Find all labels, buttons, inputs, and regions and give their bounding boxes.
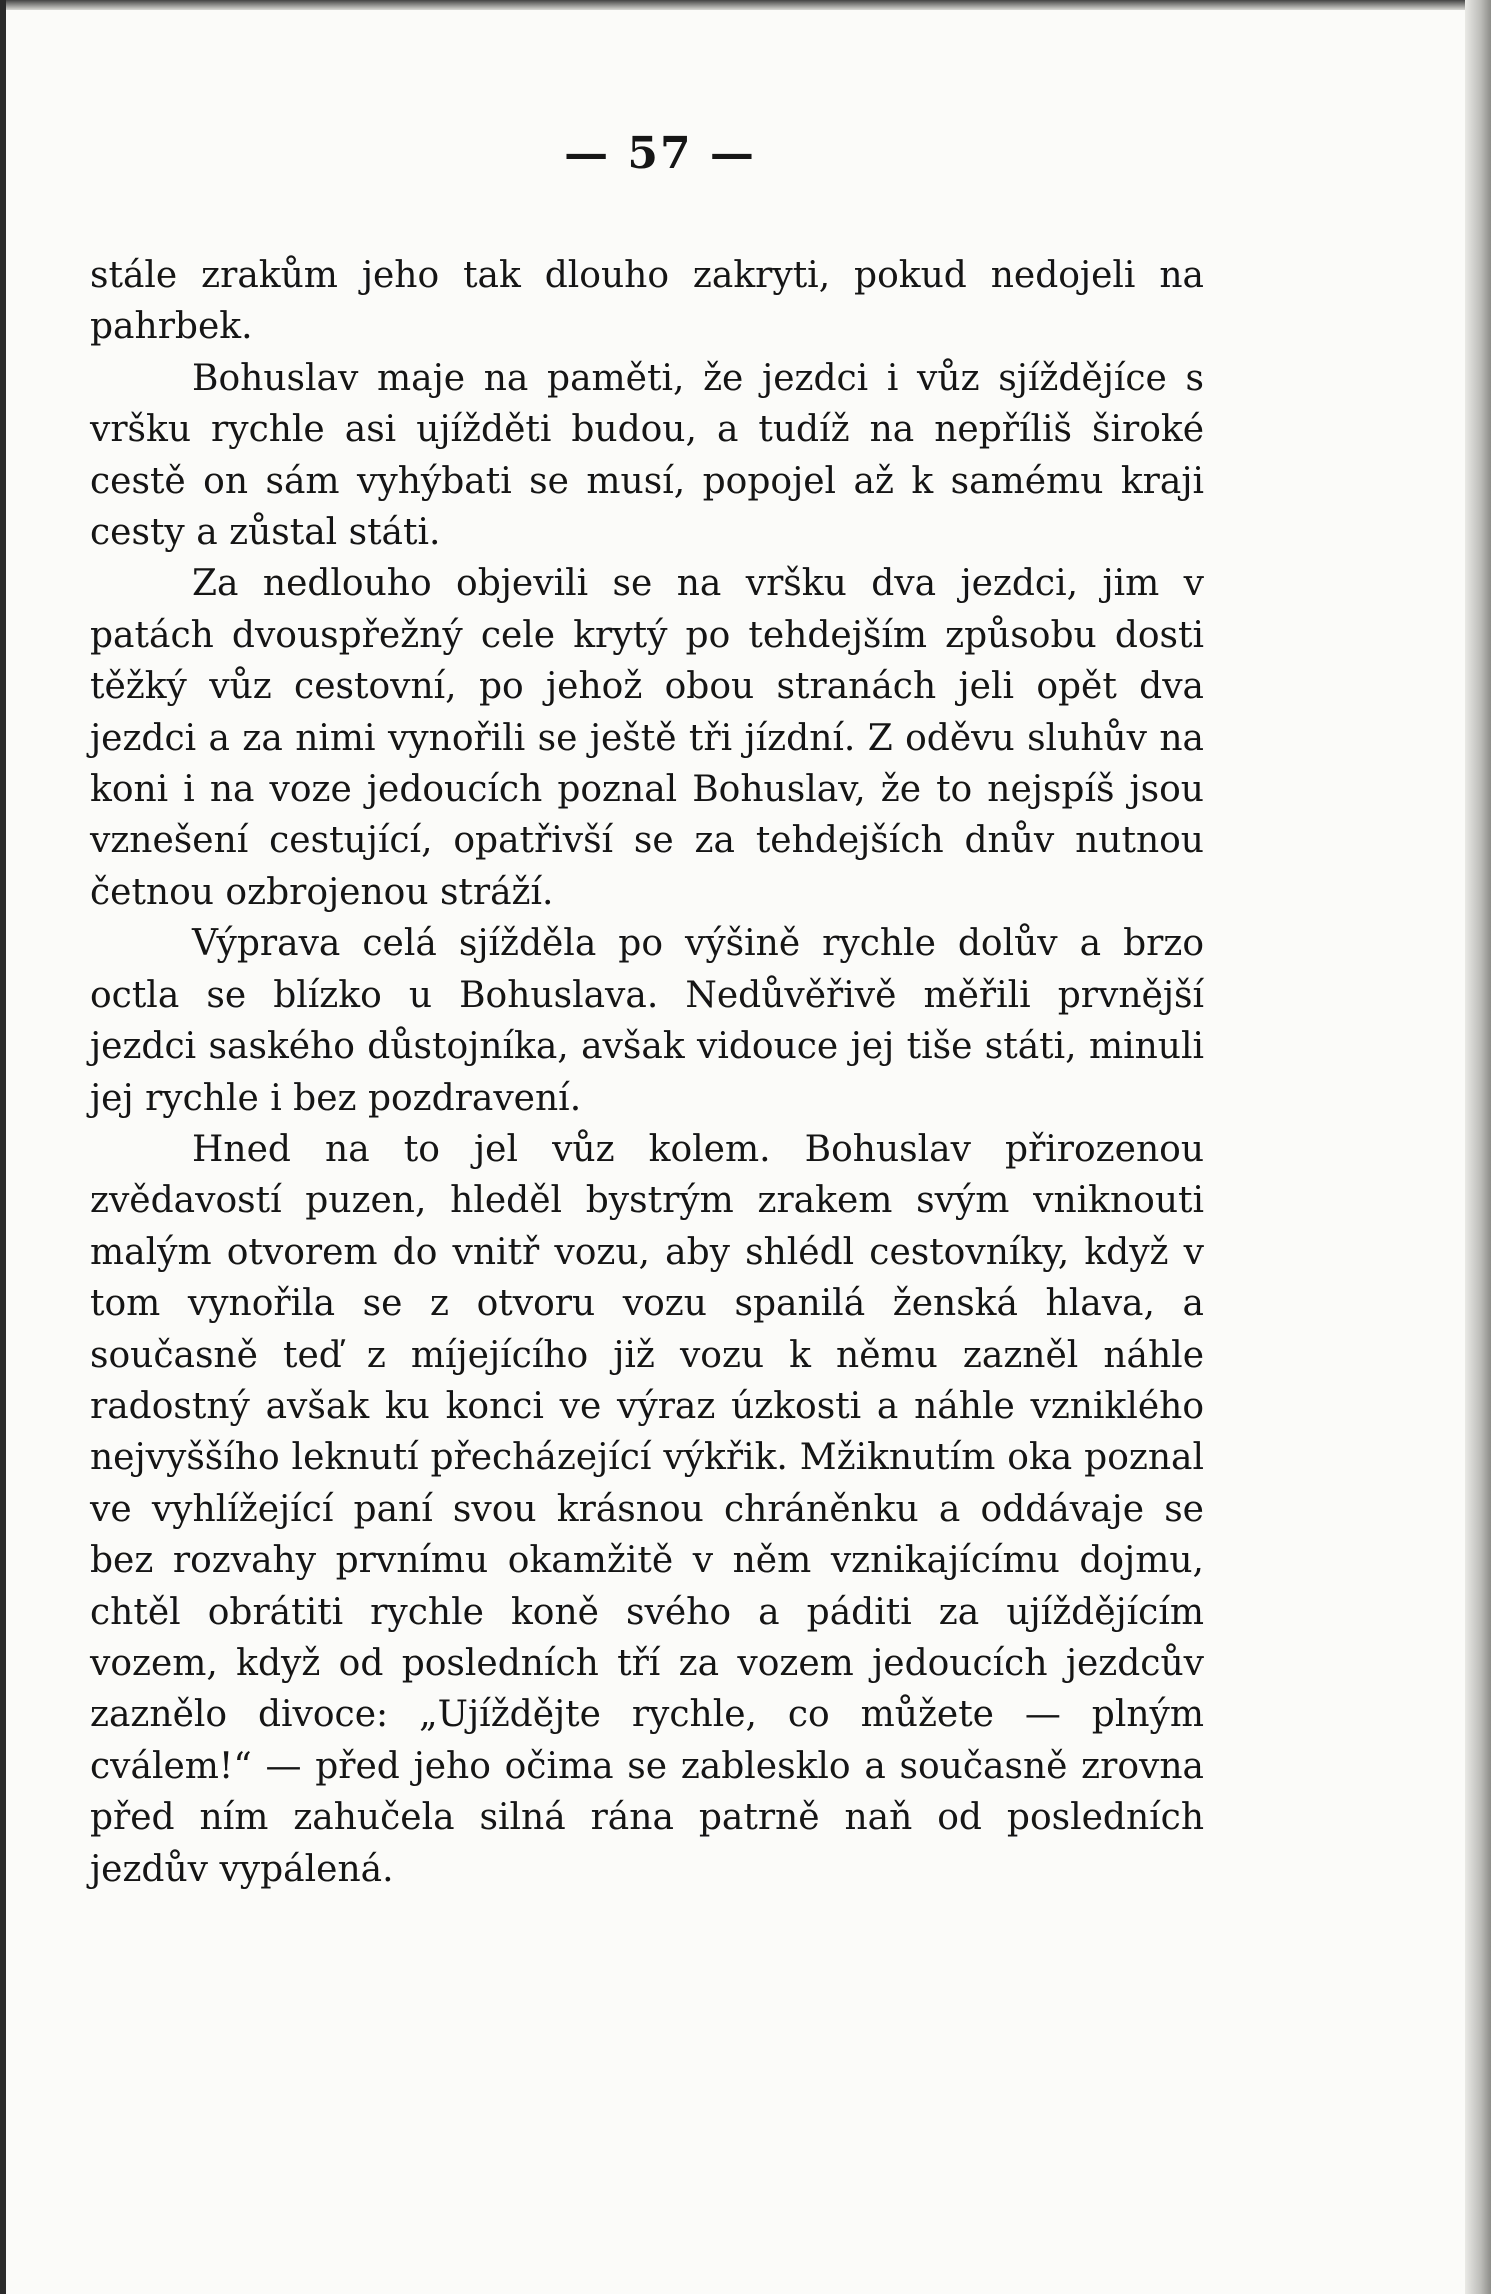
page-top-edge — [0, 0, 1491, 10]
body-text — [90, 250, 1204, 1895]
paragraph: stále zrakům jeho tak dlouho zakryti, pokud nedojeli na pahrbek. — [90, 255, 1204, 348]
paragraph: Bohuslav maje na paměti, že jezdci i vůz sjíždějíce s vršku rychle asi ujížděti budou, a tudíž na nepříliš široké cestě on sám vyhýbati se musí, popojel až k samému kraji cesty a zůstal státi. — [90, 357, 1204, 554]
paragraph: Hned na to jel vůz kolem. Bohuslav přirozenou zvědavostí puzen, hleděl bystrým zrakem svým vniknouti malým otvorem do vnitř vozu, aby shlédl cestovníky, když v tom vynořila se z otvoru vozu spanilá ženská hlava, a současně teď z míjejícího již vozu k němu zazněl náhle radostný avšak ku konci ve výraz úzkosti a náhle vzniklého nejvyššího leknutí přecházející výkřik. Mžiknutím oka poznal ve vyhlížející paní svou krásnou chráněnku a oddávaje se bez rozvahy prvnímu okamžitě v něm vznikajícímu dojmu, chtěl obrátiti rychle koně svého a páditi za ujíždějícím vozem, když od posledních tří za vozem jedoucích jezdcův zaznělo divoce: „Ujíždějte rychle, co můžete — plným cválem!“ — před jeho očima se zablesklo a současně zrovna před ním zahučela silná rána patrně naň od posledních jezdův vypálená. — [90, 1128, 1204, 1890]
page-number: — 57 — — [564, 128, 756, 179]
page-left-edge — [0, 0, 6, 2294]
page-right-edge — [1465, 0, 1491, 2294]
paragraph: Za nedlouho objevili se na vršku dva jezdci, jim v patách dvouspřežný cele krytý po tehdejším způsobu dosti těžký vůz cestovní, po jehož obou stranách jeli opět dva jezdci a za nimi vynořili se ještě tři jízdní. Z oděvu sluhův na koni i na voze jedoucích poznal Bohuslav, že to nejspíš jsou vznešení cestující, opatřivší se za tehdejších dnův nutnou četnou ozbrojenou stráží. — [90, 563, 1204, 913]
paragraph: Výprava celá sjížděla po výšině rychle dolův a brzo octla se blízko u Bohuslava. Nedůvěřivě měřili prvnější jezdci saského důstojníka, avšak vidouce jej tiše státi, minuli jej rychle i bez pozdravení. — [90, 923, 1204, 1119]
